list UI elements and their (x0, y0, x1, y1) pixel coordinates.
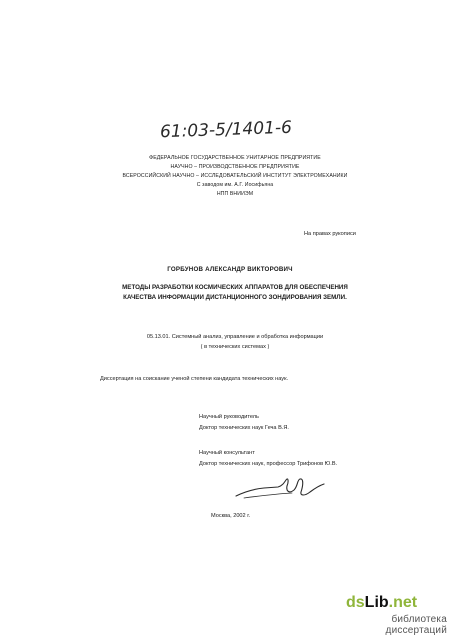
specialty (110, 332, 360, 352)
consultant-name: Доктор технических наук, профессор Трифонов Ю.В. (199, 461, 338, 467)
title-line-2: КАЧЕСТВА ИНФОРМАЦИИ ДИСТАНЦИОННОГО ЗОНДИРОВАНИЯ ЗЕМЛИ. (123, 294, 347, 301)
specialty-line-1: 05.13.01. Системный анализ, управление и обработка информации (146, 334, 324, 340)
dslib-watermark (346, 594, 446, 612)
consultant-label: Научный консультант (199, 450, 255, 456)
specialty-line-2: ( в технических системах ) (200, 344, 270, 350)
organization-header (120, 154, 350, 199)
supervisor-label: Научный руководитель (199, 414, 259, 420)
watermark-subtitle: библиотека диссертаций (385, 614, 447, 636)
org-line-2: НАУЧНО – ПРОИЗВОДСТВЕННОЕ ПРЕДПРИЯТИЕ (170, 164, 300, 170)
supervisor-block (199, 412, 289, 434)
title-line-1: МЕТОДЫ РАЗРАБОТКИ КОСМИЧЕСКИХ АППАРАТОВ ДЛЯ ОБЕСПЕЧЕНИЯ (122, 284, 348, 291)
consultant-block (199, 448, 337, 470)
org-line-1: ФЕДЕРАЛЬНОЕ ГОСУДАРСТВЕННОЕ УНИТАРНОЕ ПРЕДПРИЯТИЕ (149, 155, 321, 161)
signature-graphic (234, 474, 330, 504)
logo-net-text: .net (388, 594, 418, 611)
dissertation-title (100, 283, 370, 303)
degree-line: Диссертация на соискание ученой степени кандидата технических наук. (100, 376, 289, 382)
logo-lib-text: Lib (364, 594, 389, 611)
place-year: Москва, 2002 г. (211, 513, 251, 519)
rights-note: На правах рукописи (304, 231, 356, 237)
dslib-logo (346, 594, 446, 612)
handwritten-code: 61:03-5/1401-6 (159, 117, 293, 143)
supervisor-name: Доктор технических наук Геча В.Я. (199, 425, 289, 431)
org-line-3: ВСЕРОССИЙСКИЙ НАУЧНО – ИССЛЕДОВАТЕЛЬСКИЙ ИНСТИТУТ ЭЛЕКТРОМЕХАНИКИ (122, 173, 348, 179)
logo-ds-text: ds (346, 594, 365, 611)
org-line-5: НПП ВНИИЭМ (216, 191, 254, 197)
author-name: ГОРБУНОВ АЛЕКСАНДР ВИКТОРОВИЧ (167, 266, 293, 273)
org-line-4: С заводом им. А.Г. Иосифьяна (196, 182, 274, 188)
